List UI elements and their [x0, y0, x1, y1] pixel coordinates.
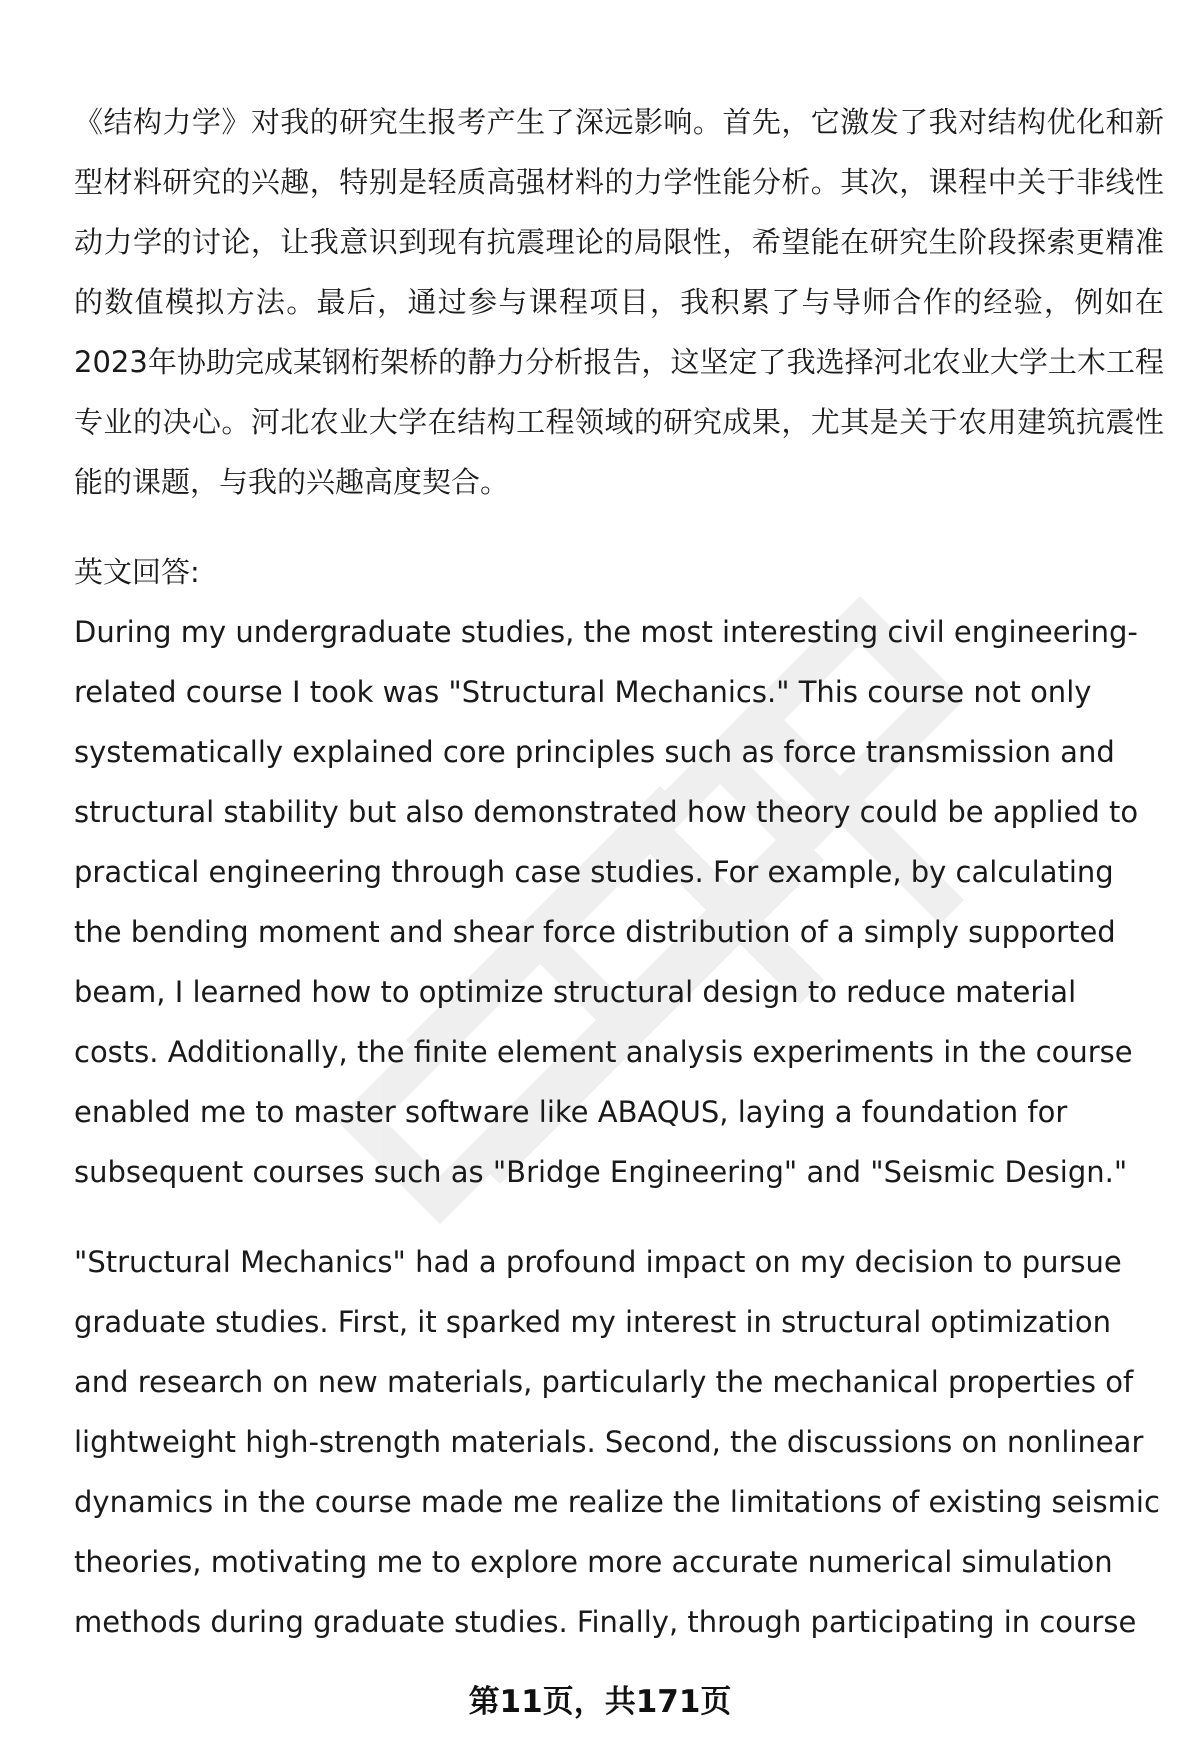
english-answer-label: 英文回答: [74, 555, 200, 589]
page-number-footer: 第11页，共171页 [468, 1684, 732, 1720]
english-answer-paragraph-1: During my undergraduate studies, the most interesting civil engineering-related course I took was "Structural Mechanics." This course not only systematically explained core principles such as force transmission and structural stability but also demonstrated how theory could be applied to practical engineering through case studies. For example, by calculating the bending moment and shear force distribution of a simply supported beam, I learned how to optimize structural design to reduce material costs. Additionally, the finite element analysis experiments in the course enabled me to master software like ABAQUS, laying a foundation for subsequent courses such as "Bridge Engineering" and "Seismic Design." [74, 615, 1139, 1189]
document-body [74, 92, 1164, 1652]
english-answer-paragraph-2: "Structural Mechanics" had a profound impact on my decision to pursue graduate studies. First, it sparked my interest in structural optimization and research on new materials, particularly the mechanical properties of lightweight high-strength materials. Second, the discussions on nonlinear dynamics in the course made me realize the limitations of existing seismic theories, motivating me to explore more accurate numerical simulation methods during graduate studies. Finally, through participating in course [74, 1245, 1160, 1639]
chinese-answer-paragraph: 《结构力学》对我的研究生报考产生了深远影响。首先，它激发了我对结构优化和新型材料研究的兴趣，特别是轻质高强材料的力学性能分析。其次，课程中关于非线性动力学的讨论，让我意识到现有抗震理论的局限性，希望能在研究生阶段探索更精准的数值模拟方法。最后，通过参与课程项目，我积累了与导师合作的经验，例如在2023年协助完成某钢桁架桥的静力分析报告，这坚定了我选择河北农业大学土木工程专业的决心。河北农业大学在结构工程领域的研究成果，尤其是关于农用建筑抗震性能的课题，与我的兴趣高度契合。 [74, 105, 1164, 499]
